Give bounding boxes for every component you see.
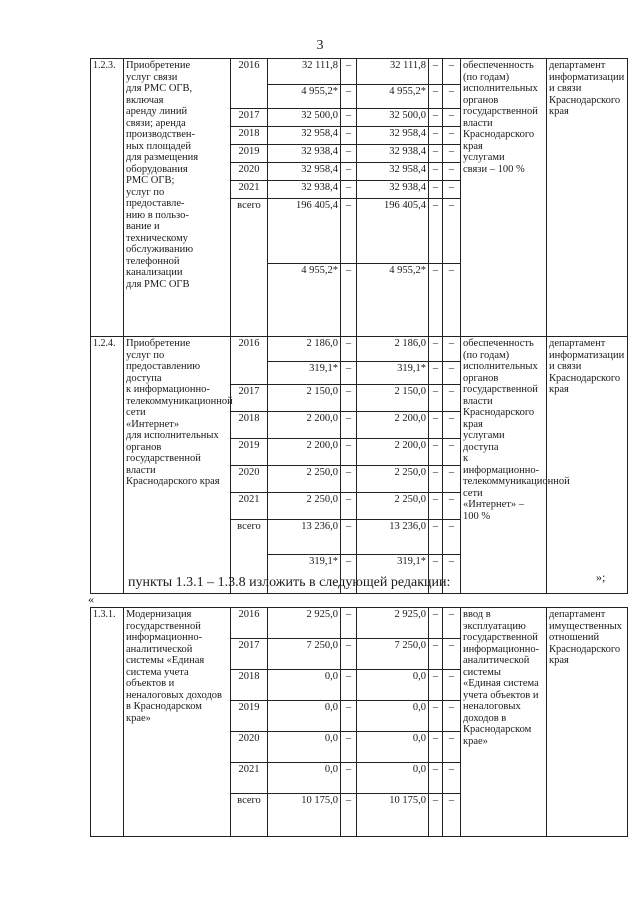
empty-dash: –: [341, 181, 357, 199]
empty-dash: –: [429, 763, 443, 794]
empty-dash: –: [341, 362, 357, 385]
year-cell: 2020: [231, 163, 268, 181]
empty-dash: –: [443, 555, 461, 594]
regional-budget-value: 0,0: [357, 670, 429, 701]
opening-quote: «: [88, 592, 94, 606]
regional-budget-value: 319,1*: [357, 362, 429, 385]
empty-dash: –: [341, 163, 357, 181]
regional-budget-value: 2 925,0: [357, 608, 429, 639]
regional-budget-value: 32 938,4: [357, 145, 429, 163]
year-cell: 2016: [231, 59, 268, 109]
regional-budget-value: 2 186,0: [357, 337, 429, 362]
empty-dash: –: [341, 385, 357, 412]
empty-dash: –: [341, 59, 357, 85]
year-cell: 2016: [231, 337, 268, 385]
empty-dash: –: [429, 127, 443, 145]
measure-code: 1.3.1.: [91, 608, 124, 837]
year-cell: 2020: [231, 466, 268, 493]
total-value: 13 236,0: [268, 520, 341, 555]
table-row: [91, 337, 628, 362]
measure-code: 1.2.4.: [91, 337, 124, 594]
empty-dash: –: [429, 264, 443, 337]
empty-dash: –: [341, 639, 357, 670]
empty-dash: –: [341, 412, 357, 439]
empty-dash: –: [429, 639, 443, 670]
empty-dash: –: [429, 181, 443, 199]
empty-dash: –: [429, 362, 443, 385]
empty-dash: –: [429, 385, 443, 412]
year-cell: 2021: [231, 763, 268, 794]
regional-budget-value: 7 250,0: [357, 639, 429, 670]
empty-dash: –: [341, 493, 357, 520]
regional-budget-value: 196 405,4: [357, 199, 429, 264]
empty-dash: –: [341, 145, 357, 163]
measure-name: Приобретение услуг по предоставлению доступа к информационно-телекоммуникационной сети «Интернет» для исполнительных органов государственной власти Краснодарского края: [124, 337, 231, 594]
empty-dash: –: [341, 466, 357, 493]
total-value: 32 938,4: [268, 145, 341, 163]
regional-budget-value: 10 175,0: [357, 794, 429, 837]
empty-dash: –: [443, 109, 461, 127]
empty-dash: –: [443, 493, 461, 520]
measure-code: 1.2.3.: [91, 59, 124, 337]
new-measures-table: [90, 607, 628, 837]
year-cell: 2017: [231, 639, 268, 670]
total-value: 10 175,0: [268, 794, 341, 837]
total-value: 0,0: [268, 732, 341, 763]
total-value: 32 958,4: [268, 127, 341, 145]
empty-dash: –: [429, 794, 443, 837]
program-measures-table: [90, 58, 628, 594]
empty-dash: –: [443, 763, 461, 794]
page-number: 3: [316, 38, 324, 53]
empty-dash: –: [341, 127, 357, 145]
empty-dash: –: [341, 794, 357, 837]
empty-dash: –: [443, 181, 461, 199]
total-value: 2 925,0: [268, 608, 341, 639]
year-cell: 2021: [231, 493, 268, 520]
sum-label: всего: [231, 520, 268, 594]
regional-budget-value: 32 111,8: [357, 59, 429, 85]
regional-budget-value: 0,0: [357, 701, 429, 732]
empty-dash: –: [341, 670, 357, 701]
empty-dash: –: [341, 608, 357, 639]
year-cell: 2021: [231, 181, 268, 199]
regional-budget-value: 2 200,0: [357, 439, 429, 466]
total-value: 2 150,0: [268, 385, 341, 412]
year-cell: 2019: [231, 439, 268, 466]
empty-dash: –: [429, 337, 443, 362]
empty-dash: –: [341, 337, 357, 362]
year-cell: 2018: [231, 127, 268, 145]
empty-dash: –: [443, 85, 461, 109]
regional-budget-value: 4 955,2*: [357, 264, 429, 337]
regional-budget-value: 13 236,0: [357, 520, 429, 555]
empty-dash: –: [443, 145, 461, 163]
year-cell: 2018: [231, 670, 268, 701]
total-value: 32 111,8: [268, 59, 341, 85]
sum-label: всего: [231, 794, 268, 837]
empty-dash: –: [443, 127, 461, 145]
empty-dash: –: [429, 85, 443, 109]
executor: департамент имущественных отношений Краснодарского края: [547, 608, 628, 837]
regional-budget-value: 2 250,0: [357, 466, 429, 493]
regional-budget-value: 2 200,0: [357, 412, 429, 439]
empty-dash: –: [443, 670, 461, 701]
table-row: [91, 608, 628, 639]
total-value: 7 250,0: [268, 639, 341, 670]
target-indicator: ввод в эксплуатацию государственной информационно-аналитической системы «Единая система учета объектов и неналоговых доходов в Краснодарском крае»: [461, 608, 547, 837]
empty-dash: –: [341, 520, 357, 555]
regional-budget-value: 32 938,4: [357, 181, 429, 199]
empty-dash: –: [429, 109, 443, 127]
empty-dash: –: [443, 337, 461, 362]
sum-label: всего: [231, 199, 268, 337]
empty-dash: –: [443, 439, 461, 466]
regional-budget-value: 319,1*: [357, 555, 429, 594]
regional-budget-value: 2 250,0: [357, 493, 429, 520]
total-value: 2 200,0: [268, 412, 341, 439]
total-value: 32 958,4: [268, 163, 341, 181]
empty-dash: –: [429, 412, 443, 439]
empty-dash: –: [443, 412, 461, 439]
measure-name: Модернизация государственной информационно-аналитической системы «Единая система учета объектов и неналоговых доходов в Краснодарском крае»: [124, 608, 231, 837]
total-value: 0,0: [268, 763, 341, 794]
empty-dash: –: [429, 466, 443, 493]
empty-dash: –: [443, 639, 461, 670]
empty-dash: –: [443, 362, 461, 385]
empty-dash: –: [341, 85, 357, 109]
total-value: 0,0: [268, 670, 341, 701]
year-cell: 2019: [231, 145, 268, 163]
regional-budget-value: 0,0: [357, 763, 429, 794]
regional-budget-value: 32 958,4: [357, 163, 429, 181]
table-row: [91, 59, 628, 85]
total-value: 2 186,0: [268, 337, 341, 362]
measure-name: Приобретение услуг связи для РМС ОГВ, включая аренду линий связи; аренда производствен- ных площадей для размещения оборудования РМС ОГВ; услуг по предоставле- нию в пользо- вание и техническому обслуживанию телефонной канализации для РМС ОГВ: [124, 59, 231, 337]
total-value: 2 250,0: [268, 466, 341, 493]
total-value: 4 955,2*: [268, 264, 341, 337]
empty-dash: –: [443, 701, 461, 732]
amendment-intro: пункты 1.3.1 – 1.3.8 изложить в следующей редакции:: [128, 575, 451, 590]
empty-dash: –: [443, 163, 461, 181]
empty-dash: –: [429, 493, 443, 520]
total-value: 319,1*: [268, 555, 341, 594]
empty-dash: –: [341, 109, 357, 127]
empty-dash: –: [443, 466, 461, 493]
empty-dash: –: [429, 732, 443, 763]
total-value: 32 938,4: [268, 181, 341, 199]
empty-dash: –: [443, 520, 461, 555]
empty-dash: –: [429, 520, 443, 555]
empty-dash: –: [443, 385, 461, 412]
regional-budget-value: 2 150,0: [357, 385, 429, 412]
regional-budget-value: 0,0: [357, 732, 429, 763]
empty-dash: –: [429, 555, 443, 594]
empty-dash: –: [429, 145, 443, 163]
total-value: 32 500,0: [268, 109, 341, 127]
regional-budget-value: 32 500,0: [357, 109, 429, 127]
empty-dash: –: [341, 763, 357, 794]
total-value: 2 250,0: [268, 493, 341, 520]
total-value: 2 200,0: [268, 439, 341, 466]
total-value: 196 405,4: [268, 199, 341, 264]
empty-dash: –: [443, 199, 461, 264]
year-cell: 2018: [231, 412, 268, 439]
year-cell: 2016: [231, 608, 268, 639]
empty-dash: –: [341, 264, 357, 337]
year-cell: 2017: [231, 109, 268, 127]
empty-dash: –: [429, 199, 443, 264]
total-value: 0,0: [268, 701, 341, 732]
empty-dash: –: [443, 608, 461, 639]
empty-dash: –: [341, 555, 357, 594]
target-indicator: обеспеченность (по годам) исполнительных органов государственной власти Краснодарского края услугами связи – 100 %: [461, 59, 547, 337]
empty-dash: –: [429, 670, 443, 701]
empty-dash: –: [443, 264, 461, 337]
empty-dash: –: [443, 794, 461, 837]
empty-dash: –: [429, 701, 443, 732]
total-value: 4 955,2*: [268, 85, 341, 109]
empty-dash: –: [443, 732, 461, 763]
empty-dash: –: [429, 608, 443, 639]
empty-dash: –: [341, 701, 357, 732]
empty-dash: –: [429, 163, 443, 181]
empty-dash: –: [341, 439, 357, 466]
regional-budget-value: 4 955,2*: [357, 85, 429, 109]
total-value: 319,1*: [268, 362, 341, 385]
year-cell: 2017: [231, 385, 268, 412]
year-cell: 2020: [231, 732, 268, 763]
empty-dash: –: [443, 59, 461, 85]
target-indicator: обеспеченность (по годам) исполнительных органов государственной власти Краснодарского края услугами доступа к информационно-телекоммуникационной сети «Интернет» – 100 %: [461, 337, 547, 594]
year-cell: 2019: [231, 701, 268, 732]
executor: департамент информатизации и связи Краснодарского края: [547, 337, 628, 594]
empty-dash: –: [429, 59, 443, 85]
empty-dash: –: [429, 439, 443, 466]
executor: департамент информатизации и связи Краснодарского края: [547, 59, 628, 337]
empty-dash: –: [341, 199, 357, 264]
empty-dash: –: [341, 732, 357, 763]
regional-budget-value: 32 958,4: [357, 127, 429, 145]
closing-quote: »;: [596, 570, 606, 584]
